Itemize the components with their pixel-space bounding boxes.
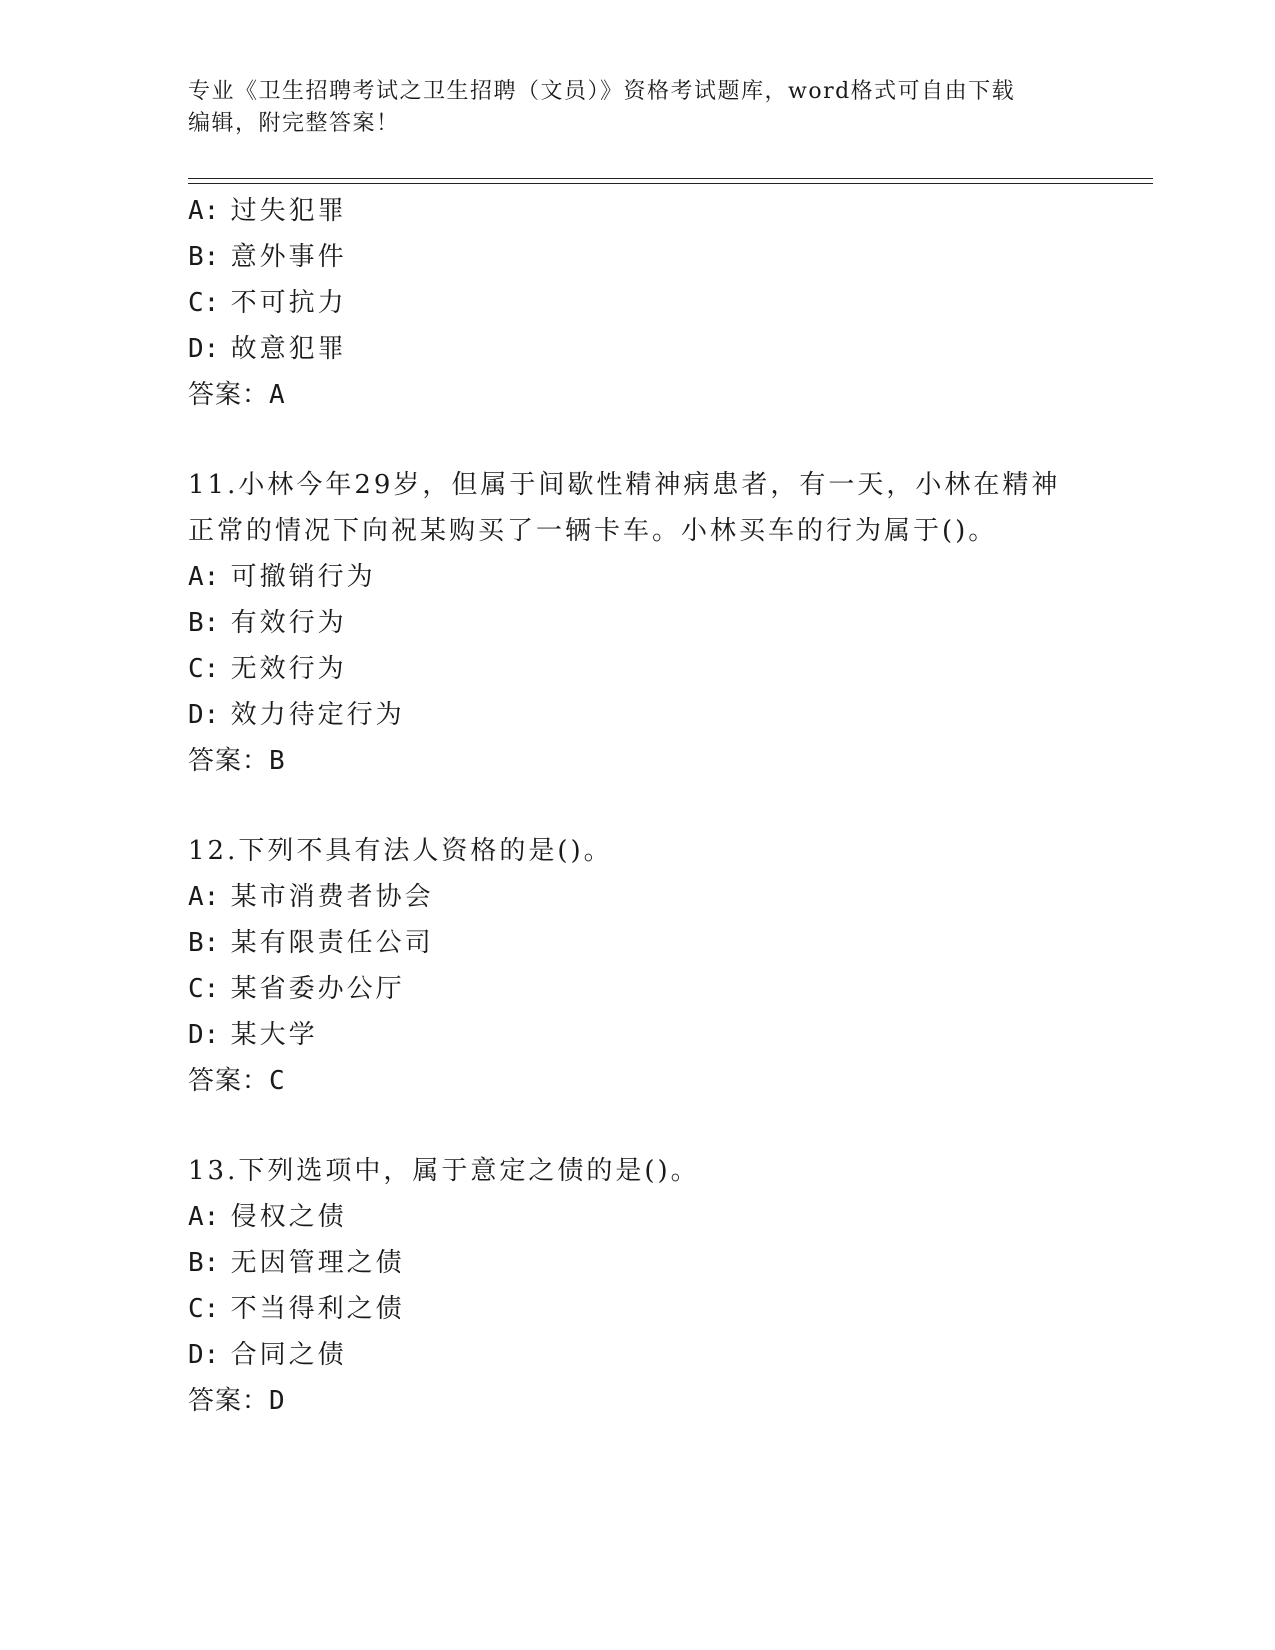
option-a: A: 可撤销行为 [188,562,376,592]
header-line-1: 专业《卫生招聘考试之卫生招聘（文员）》资格考试题库，word格式可自由下载 [188,79,1016,104]
option-c: C: 某省委办公厅 [188,974,405,1004]
question-12 [188,828,1088,1104]
option-a: A: 过失犯罪 [188,196,347,226]
option-c: C: 不当得利之债 [188,1294,405,1324]
option-b: B: 有效行为 [188,608,347,638]
question-stem-continued: 正常的情况下向祝某购买了一辆卡车。小林买车的行为属于()。 [188,516,998,546]
answer-value: C [269,1066,286,1096]
option-b: B: 无因管理之债 [188,1248,405,1278]
option-c: C: 无效行为 [188,654,347,684]
answer-value: B [269,746,286,776]
option-a: A: 某市消费者协会 [188,882,434,912]
header-line-2: 编辑，附完整答案！ [188,111,400,136]
question-11 [188,462,1088,784]
document-header [188,76,1088,140]
option-d: D: 故意犯罪 [188,334,347,364]
header-divider-top [188,178,1153,179]
answer-line: 答案：D [188,1386,286,1416]
option-a: A: 侵权之债 [188,1202,347,1232]
option-b: B: 某有限责任公司 [188,928,434,958]
question-stem: 13.下列选项中，属于意定之债的是()。 [188,1156,700,1186]
header-divider-bottom [188,183,1153,184]
option-d: D: 某大学 [188,1020,318,1050]
option-b: B: 意外事件 [188,242,347,272]
question-10 [188,188,1088,418]
answer-value: A [269,380,286,410]
option-d: D: 合同之债 [188,1340,347,1370]
answer-line: 答案：A [188,380,286,410]
answer-line: 答案：B [188,746,286,776]
question-13 [188,1148,1088,1424]
answer-line: 答案：C [188,1066,286,1096]
question-list [188,188,1088,1424]
answer-value: D [269,1386,286,1416]
option-c: C: 不可抗力 [188,288,347,318]
question-stem: 11.小林今年29岁，但属于间歇性精神病患者，有一天，小林在精神 [188,470,1061,500]
option-d: D: 效力待定行为 [188,700,405,730]
question-stem: 12.下列不具有法人资格的是()。 [188,836,613,866]
